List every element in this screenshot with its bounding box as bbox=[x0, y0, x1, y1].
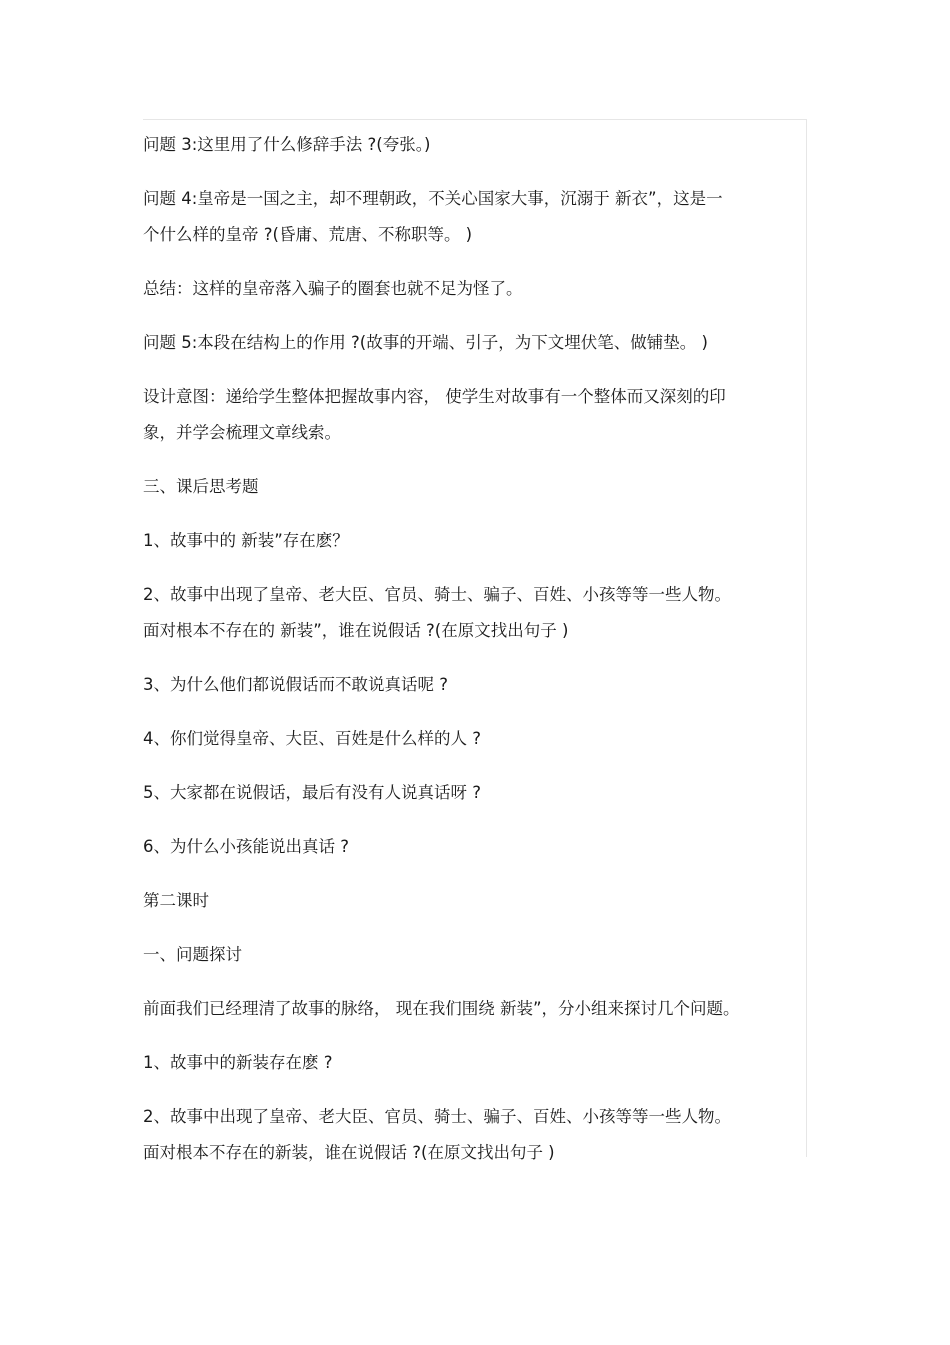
text-line: 总结：这样的皇帝落入骗子的圈套也就不足为怪了。 bbox=[143, 279, 523, 298]
text-line: 设计意图：递给学生整体把握故事内容， 使学生对故事有一个整体而又深刻的印 bbox=[143, 387, 726, 406]
text-line: 1、故事中的 新装”存在麽？ bbox=[143, 531, 349, 550]
text-line: 象，并学会梳理文章线索。 bbox=[143, 423, 341, 442]
text-line: 前面我们已经理清了故事的脉络， 现在我们围绕 新装”，分小组来探讨几个问题。 bbox=[143, 999, 740, 1018]
document-body bbox=[143, 127, 808, 1189]
discussion-intro bbox=[143, 991, 808, 1027]
question-4 bbox=[143, 181, 808, 253]
text-line: 6、为什么小孩能说出真话 ? bbox=[143, 837, 350, 856]
homework-item-3 bbox=[143, 667, 808, 703]
summary bbox=[143, 271, 808, 307]
text-line: 个什么样的皇帝 ?(昏庸、荒唐、不称职等。 ) bbox=[143, 225, 473, 244]
homework-item-4 bbox=[143, 721, 808, 757]
discussion-item-2 bbox=[143, 1099, 808, 1171]
text-line: 5、大家都在说假话，最后有没有人说真话呀 ? bbox=[143, 783, 482, 802]
text-line: 问题 5:本段在结构上的作用 ?(故事的开端、引子，为下文埋伏笔、做铺垫。 ) bbox=[143, 333, 708, 352]
text-line: 问题 4:皇帝是一国之主，却不理朝政，不关心国家大事，沉溺于 新衣”，这是一 bbox=[143, 189, 723, 208]
text-line: 问题 3:这里用了什么修辞手法 ?(夸张。) bbox=[143, 135, 431, 154]
section-heading-discussion bbox=[143, 937, 808, 973]
homework-item-1 bbox=[143, 523, 808, 559]
section-heading-homework bbox=[143, 469, 808, 505]
text-line: 3、为什么他们都说假话而不敢说真话呢 ? bbox=[143, 675, 449, 694]
discussion-item-1 bbox=[143, 1045, 808, 1081]
homework-item-6 bbox=[143, 829, 808, 865]
text-line: 面对根本不存在的 新装”，谁在说假话 ?(在原文找出句子 ) bbox=[143, 621, 569, 640]
homework-item-2 bbox=[143, 577, 808, 649]
text-line: 三、课后思考题 bbox=[143, 477, 259, 496]
section-heading-lesson-2 bbox=[143, 883, 808, 919]
text-line: 1、故事中的新装存在麽 ? bbox=[143, 1053, 333, 1072]
design-intent bbox=[143, 379, 808, 451]
text-line: 2、故事中出现了皇帝、老大臣、官员、骑士、骗子、百姓、小孩等等一些人物。 bbox=[143, 585, 731, 604]
question-3 bbox=[143, 127, 808, 163]
text-line: 面对根本不存在的新装，谁在说假话 ?(在原文找出句子 ) bbox=[143, 1143, 555, 1162]
text-line: 一、问题探讨 bbox=[143, 945, 242, 964]
text-line: 第二课时 bbox=[143, 891, 209, 910]
homework-item-5 bbox=[143, 775, 808, 811]
text-line: 2、故事中出现了皇帝、老大臣、官员、骑士、骗子、百姓、小孩等等一些人物。 bbox=[143, 1107, 731, 1126]
text-line: 4、你们觉得皇帝、大臣、百姓是什么样的人 ? bbox=[143, 729, 482, 748]
question-5 bbox=[143, 325, 808, 361]
